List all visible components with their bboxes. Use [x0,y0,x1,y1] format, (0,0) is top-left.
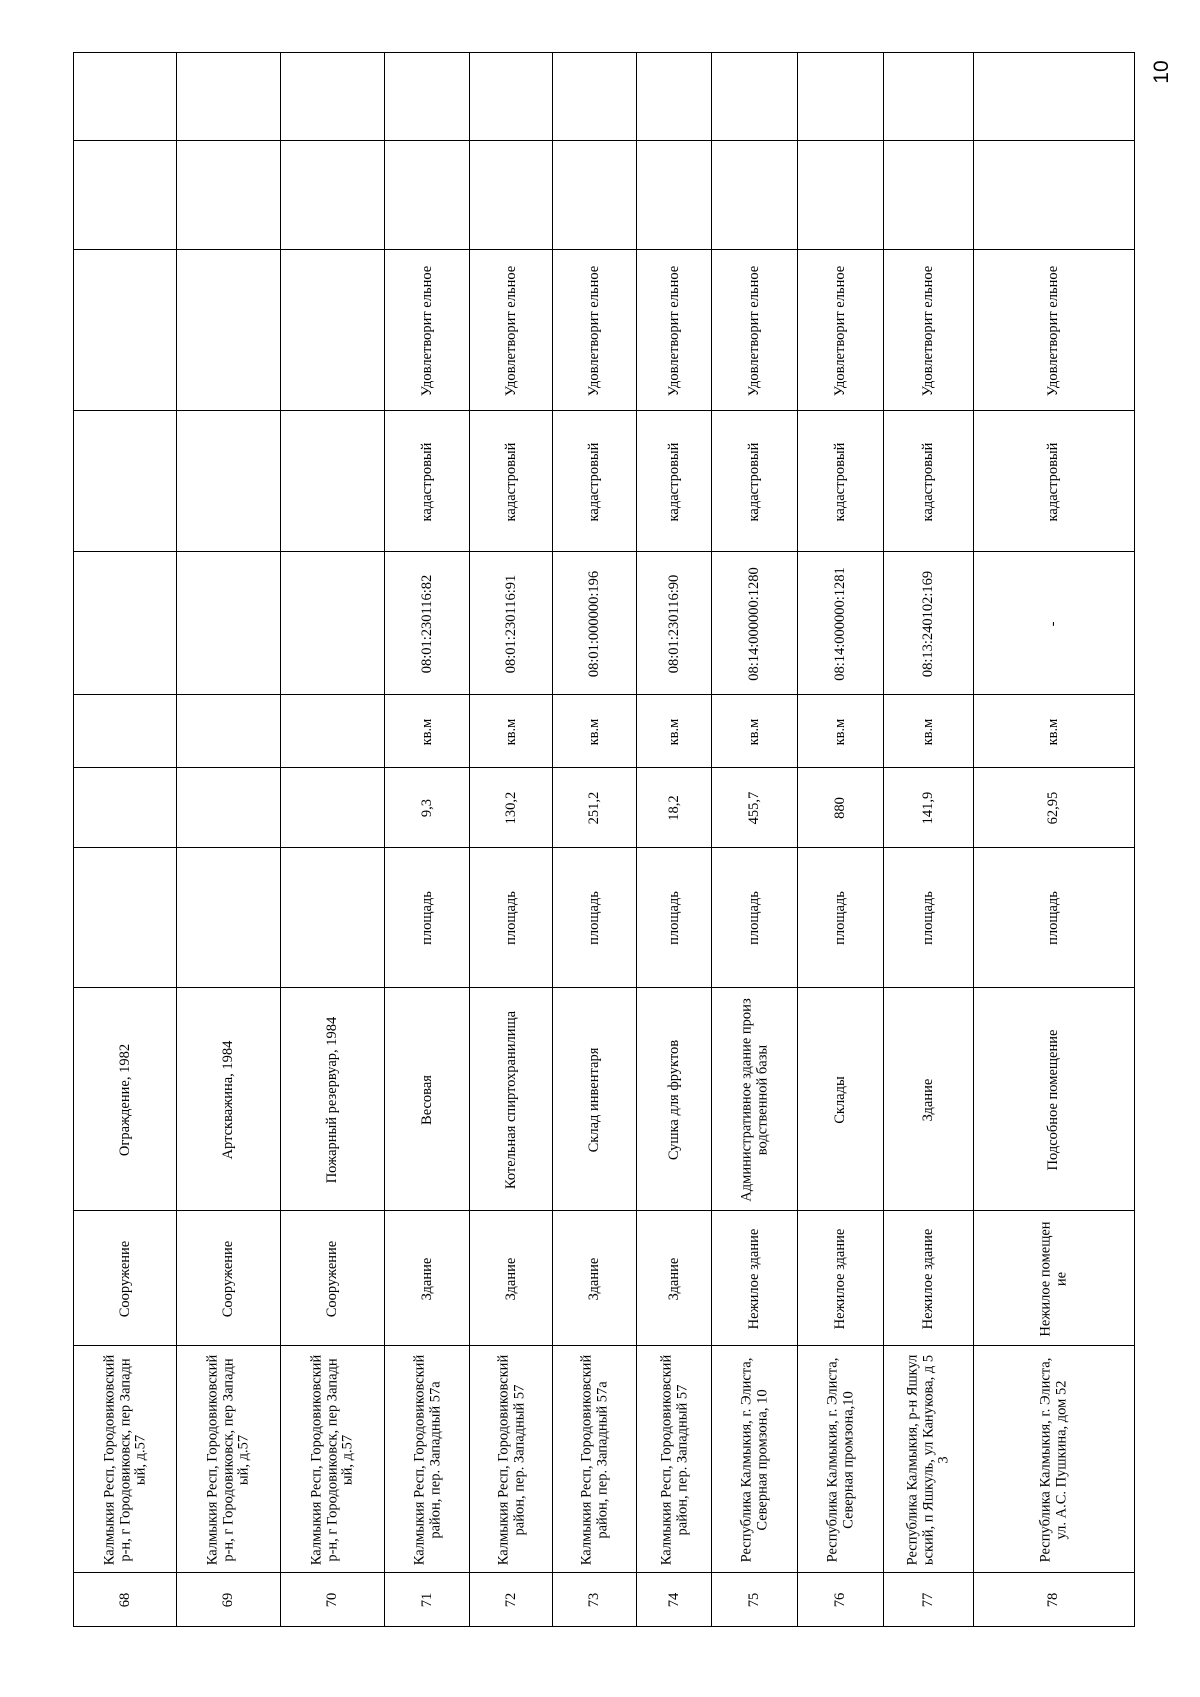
cell-number-type [797,410,884,552]
cell-param [636,847,712,988]
table-row [973,52,1133,1625]
cell-type [883,1210,974,1346]
table-row [176,52,280,1625]
cell-name [176,987,281,1211]
cell-extra2 [711,52,798,141]
cell-cadastral [280,551,385,695]
cell-text: площадь [746,891,763,945]
cell-address [73,1345,177,1573]
cell-name [883,987,974,1211]
cell-text: Республика Калмыкия, г. Элиста, ул. А.С. Пушкина, дом 52 [1037,1357,1069,1562]
cell-cadastral [384,551,470,695]
cell-address [883,1345,974,1573]
cell-text: 62,95 [1045,791,1062,825]
cell-text: Сооружение [116,1240,133,1317]
cell-param [280,847,385,988]
cell-cadastral [552,551,637,695]
cell-text: Здание [586,1257,603,1300]
cell-text: Калмыкия Респ, Городовиковский район, пер. Западный 57 [494,1354,527,1565]
cell-extra1 [176,140,281,250]
cell-extra1 [469,140,553,250]
cell-text: Склады [832,1075,849,1124]
cell-text: кв.м [586,718,603,745]
registry-table [73,52,1133,1625]
cell-condition [176,249,281,411]
cell-extra2 [973,52,1135,141]
cell-text: Весовая [418,1074,435,1125]
cell-type [797,1210,884,1346]
cell-value [552,767,637,848]
table-row [636,52,711,1625]
cell-name [797,987,884,1211]
table-row [883,52,973,1625]
cell-num [176,1572,281,1627]
cell-num [384,1572,470,1627]
cell-num [797,1572,884,1627]
cell-unit [384,694,470,768]
cell-value [73,767,177,848]
cell-text: кв.м [832,718,849,745]
cell-type [973,1210,1135,1346]
cell-extra2 [636,52,712,141]
cell-text: кв.м [920,718,937,745]
cell-text: Подсобное помещение [1045,1029,1062,1170]
cell-text: площадь [1045,891,1062,945]
cell-text: кадастровый [920,442,937,521]
cell-text: Артскважина, 1984 [220,1040,237,1159]
cell-text: Пожарный резервуар, 1984 [324,1016,341,1183]
cell-text: кв.м [665,718,682,745]
cell-text: кв.м [418,718,435,745]
cell-text: 70 [324,1592,341,1607]
table-row [384,52,469,1625]
cell-extra1 [883,140,974,250]
cell-text: 130,2 [502,791,519,825]
cell-unit [973,694,1135,768]
cell-text: Здание [418,1257,435,1300]
cell-text: Калмыкия Респ, Городовиковский р-н, г Городовиковск, пер Западный, д.57 [101,1354,149,1565]
cell-text: 75 [746,1592,763,1607]
cell-extra1 [280,140,385,250]
cell-condition [797,249,884,411]
cell-address [552,1345,637,1573]
cell-num [469,1572,553,1627]
cell-text: 455,7 [746,791,763,825]
cell-text: 08:13:240102:169 [920,570,937,677]
cell-address [469,1345,553,1573]
cell-text: Сооружение [220,1240,237,1317]
cell-extra1 [73,140,177,250]
cell-text: кадастровый [502,442,519,521]
cell-param [469,847,553,988]
cell-extra1 [797,140,884,250]
cell-text: 68 [116,1592,133,1607]
cell-text: площадь [418,891,435,945]
cell-text: Сооружение [324,1240,341,1317]
cell-text: Удовлетворит ельное [832,265,849,396]
cell-condition [469,249,553,411]
cell-text: Калмыкия Респ, Городовиковский р-н, г Городовиковск, пер Западный, д.57 [204,1354,252,1565]
cell-text: 141,9 [920,791,937,825]
cell-text: 08:14:000000:1280 [746,566,763,681]
cell-name [384,987,470,1211]
cell-text: площадь [665,891,682,945]
cell-condition [73,249,177,411]
cell-number-type [176,410,281,552]
cell-address [636,1345,712,1573]
cell-address [384,1345,470,1573]
cell-text: площадь [502,891,519,945]
cell-cadastral [469,551,553,695]
cell-text: 08:01:230116:82 [418,574,435,673]
cell-type [469,1210,553,1346]
cell-name [73,987,177,1211]
cell-text: Калмыкия Респ, Городовиковский район, пер. Западный 57а [410,1354,443,1565]
cell-cadastral [973,551,1135,695]
cell-number-type [711,410,798,552]
cell-value [280,767,385,848]
cell-text: Калмыкия Респ, Городовиковский район, пер. Западный 57 [657,1354,690,1565]
cell-unit [636,694,712,768]
cell-num [73,1572,177,1627]
cell-name [469,987,553,1211]
cell-unit [280,694,385,768]
cell-type [384,1210,470,1346]
table-row [280,52,384,1625]
cell-num [280,1572,385,1627]
cell-text: кадастровый [586,442,603,521]
cell-extra1 [711,140,798,250]
cell-text: кв.м [746,718,763,745]
cell-text: Удовлетворит ельное [418,265,435,396]
cell-text: 9,3 [418,798,435,818]
cell-text: 69 [220,1592,237,1607]
cell-text: Здание [502,1257,519,1300]
cell-param [176,847,281,988]
cell-num [883,1572,974,1627]
cell-num [711,1572,798,1627]
cell-type [176,1210,281,1346]
cell-condition [883,249,974,411]
cell-text: Котельная спиртохранилища [502,1010,519,1189]
cell-number-type [73,410,177,552]
cell-number-type [636,410,712,552]
cell-text: площадь [586,891,603,945]
table-row [552,52,636,1625]
cell-address [176,1345,281,1573]
cell-text: 880 [832,797,849,819]
cell-name [636,987,712,1211]
cell-param [883,847,974,988]
cell-num [636,1572,712,1627]
cell-extra1 [636,140,712,250]
cell-text: Удовлетворит ельное [502,265,519,396]
table-row [797,52,883,1625]
cell-unit [711,694,798,768]
cell-text: Удовлетворит ельное [920,265,937,396]
cell-cadastral [711,551,798,695]
cell-text: 76 [832,1592,849,1607]
cell-value [973,767,1135,848]
cell-type [280,1210,385,1346]
cell-extra2 [176,52,281,141]
cell-name [280,987,385,1211]
cell-cadastral [883,551,974,695]
cell-param [711,847,798,988]
cell-text: 08:14:000000:1281 [832,566,849,681]
cell-text: Ограждение, 1982 [116,1043,133,1156]
cell-extra2 [280,52,385,141]
cell-condition [973,249,1135,411]
cell-number-type [469,410,553,552]
cell-extra1 [552,140,637,250]
cell-text: Здание [920,1078,937,1121]
cell-text: 72 [502,1592,519,1607]
page-number: 10 [1150,60,1173,84]
cell-value [176,767,281,848]
cell-number-type [384,410,470,552]
cell-number-type [280,410,385,552]
cell-cadastral [73,551,177,695]
cell-text: Удовлетворит ельное [586,265,603,396]
cell-text: Нежилое здание [832,1228,849,1329]
cell-text: кадастровый [832,442,849,521]
cell-text: 77 [920,1592,937,1607]
cell-condition [552,249,637,411]
cell-value [384,767,470,848]
cell-value [711,767,798,848]
cell-text: площадь [920,891,937,945]
cell-text: Удовлетворит ельное [1045,265,1062,396]
cell-text: Здание [665,1257,682,1300]
cell-param [552,847,637,988]
cell-value [469,767,553,848]
cell-extra2 [552,52,637,141]
cell-unit [176,694,281,768]
cell-number-type [883,410,974,552]
cell-text: 08:01:230116:91 [502,574,519,673]
cell-text: кадастровый [1045,442,1062,521]
cell-type [552,1210,637,1346]
cell-text: 08:01:230116:90 [665,574,682,673]
cell-value [636,767,712,848]
cell-unit [552,694,637,768]
cell-cadastral [176,551,281,695]
cell-text: Калмыкия Респ, Городовиковский район, пер. Западный 57а [578,1354,610,1565]
cell-param [797,847,884,988]
cell-address [711,1345,798,1573]
cell-text: 71 [418,1592,435,1607]
cell-param [973,847,1135,988]
cell-text: - [1045,621,1062,626]
cell-condition [636,249,712,411]
cell-text: Республика Калмыкия, р-н Яшкульский, п Яшкуль, ул Канукова, д 53 [904,1354,952,1565]
table-row [73,52,176,1625]
cell-text: Удовлетворит ельное [746,265,763,396]
cell-number-type [973,410,1135,552]
cell-text: 74 [665,1592,682,1607]
cell-text: 18,2 [665,795,682,821]
cell-condition [384,249,470,411]
cell-text: кадастровый [665,442,682,521]
cell-unit [883,694,974,768]
cell-param [73,847,177,988]
cell-num [552,1572,637,1627]
cell-name [552,987,637,1211]
cell-text: Нежилое помещение [1037,1220,1069,1337]
cell-text: Удовлетворит ельное [665,265,682,396]
cell-text: 251,2 [586,791,603,825]
cell-text: Нежилое здание [746,1228,763,1329]
cell-type [636,1210,712,1346]
cell-extra1 [973,140,1135,250]
cell-type [711,1210,798,1346]
cell-address [973,1345,1135,1573]
cell-value [797,767,884,848]
cell-unit [797,694,884,768]
cell-text: площадь [832,891,849,945]
cell-text: кадастровый [746,442,763,521]
cell-param [384,847,470,988]
cell-text: кв.м [502,718,519,745]
cell-text: 73 [586,1592,603,1607]
cell-text: Склад инвентаря [586,1047,603,1152]
cell-text: Сушка для фруктов [665,1039,682,1160]
cell-name [973,987,1135,1211]
cell-text: Калмыкия Респ, Городовиковский р-н, г Городовиковск, пер Западный, д.57 [308,1354,356,1565]
cell-extra2 [469,52,553,141]
cell-text: 78 [1045,1592,1062,1607]
cell-name [711,987,798,1211]
cell-type [73,1210,177,1346]
cell-cadastral [797,551,884,695]
cell-cadastral [636,551,712,695]
cell-extra2 [73,52,177,141]
cell-number-type [552,410,637,552]
cell-text: Нежилое здание [920,1228,937,1329]
cell-condition [711,249,798,411]
cell-extra2 [797,52,884,141]
cell-value [883,767,974,848]
cell-condition [280,249,385,411]
table-row [469,52,552,1625]
cell-num [973,1572,1135,1627]
cell-text: Республика Калмыкия, г. Элиста, Северная промзона,10 [824,1357,856,1562]
cell-extra1 [384,140,470,250]
cell-unit [469,694,553,768]
cell-extra2 [384,52,470,141]
cell-text: кв.м [1045,718,1062,745]
table-row [711,52,797,1625]
cell-text: Административное здание производственной базы [738,997,770,1202]
cell-extra2 [883,52,974,141]
cell-unit [73,694,177,768]
cell-address [280,1345,385,1573]
cell-text: кадастровый [418,442,435,521]
cell-text: 08:01:000000:196 [586,570,603,677]
cell-text: Республика Калмыкия, г. Элиста, Северная промзона, 10 [738,1357,770,1562]
cell-address [797,1345,884,1573]
